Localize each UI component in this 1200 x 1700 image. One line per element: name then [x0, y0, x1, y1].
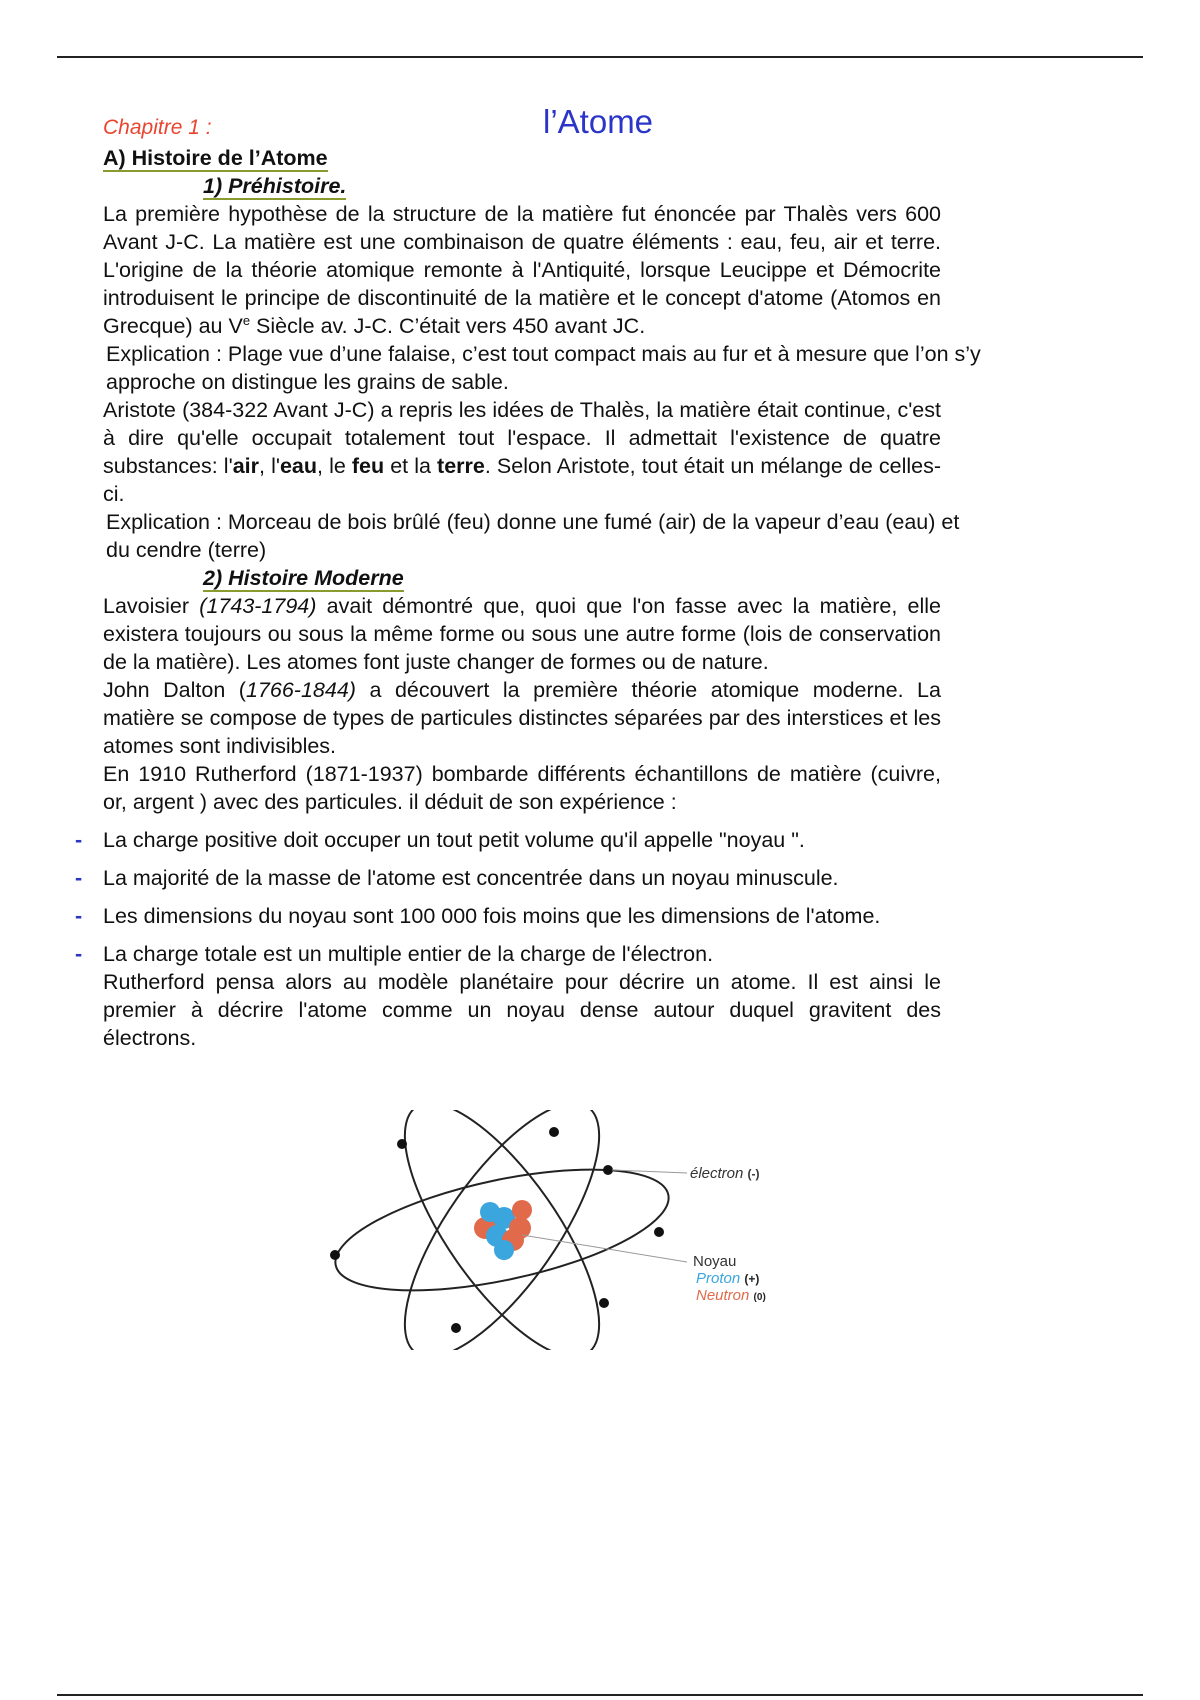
nucleus	[474, 1200, 532, 1260]
paragraph-dalton	[103, 676, 941, 760]
electron-dot	[397, 1139, 407, 1149]
neutron-ball	[512, 1200, 532, 1220]
bold-feu: feu	[351, 454, 385, 478]
proton-charge: (+)	[744, 1272, 760, 1286]
section-a-heading	[103, 144, 983, 172]
paragraph-aristote	[103, 396, 941, 508]
subsection-prehistoire	[203, 172, 983, 200]
electron-dot	[549, 1127, 559, 1137]
electron-dot	[599, 1298, 609, 1308]
bold-terre: terre	[437, 454, 485, 478]
proton-ball	[480, 1202, 500, 1222]
electron-dot	[330, 1250, 340, 1260]
list-item	[75, 940, 983, 968]
proton-label-text: Proton	[696, 1270, 741, 1287]
lavoisier-dates: (1743-1794)	[199, 594, 317, 618]
electron-dot	[451, 1323, 461, 1333]
list-item-text: La charge positive doit occuper un tout petit volume qu'il appelle "noyau ".	[103, 828, 805, 852]
electron-charge: (-)	[747, 1167, 760, 1181]
aristote-text-c: , l'	[259, 454, 280, 478]
neutron-charge: (0)	[753, 1292, 766, 1303]
neutron-label-text: Neutron	[696, 1287, 750, 1304]
lavoisier-text-a: Lavoisier	[103, 594, 200, 618]
atom-diagram	[322, 1110, 792, 1350]
section-a-text: A) Histoire de l’Atome	[103, 146, 328, 170]
top-rule	[57, 56, 1143, 58]
aristote-text-a: Aristote (384-322 Avant J-C) a repris les idées de Thalès, la matière était continue, c'est à dire qu'elle occupait totalement tout l'espace. Il admettait l'existence de quatre substances: l'	[103, 398, 941, 478]
dash-marker: -	[75, 828, 83, 852]
bold-eau: eau	[279, 454, 318, 478]
rutherford-conclusions-list	[75, 826, 983, 968]
proton-ball	[494, 1240, 514, 1260]
dash-marker: -	[75, 866, 83, 890]
dash-marker: -	[75, 942, 83, 966]
chapter-label: Chapitre 1 :	[103, 116, 212, 139]
subsection-histoire-moderne-text: 2) Histoire Moderne	[203, 566, 404, 590]
dalton-text-b: a découvert la première théorie atomique moderne. La matière se compose de types de particules distinctes séparées par des interstices et les atomes sont indivisibles.	[103, 678, 941, 758]
list-item-text: La majorité de la masse de l'atome est concentrée dans un noyau minuscule.	[103, 866, 839, 890]
aristote-text-f: . Selon Aristote, tout était un mélange de celles-ci.	[103, 454, 942, 506]
list-item-text: Les dimensions du noyau sont 100 000 fois moins que les dimensions de l'atome.	[103, 904, 881, 928]
bottom-rule	[57, 1694, 1143, 1696]
bold-air: air	[232, 454, 260, 478]
paragraph-lavoisier	[103, 592, 941, 676]
paragraph-thales-end: Siècle av. J-C. C’était vers 450 avant JC.	[250, 314, 646, 338]
subsection-histoire-moderne	[203, 564, 983, 592]
noyau-label: Noyau	[693, 1253, 737, 1270]
heading-row	[103, 104, 983, 140]
paragraph-thales	[103, 200, 941, 340]
aristote-text-d: , le	[317, 454, 352, 478]
electron-label	[690, 1165, 760, 1183]
aristote-text-e: et la	[384, 454, 438, 478]
atom-diagram-svg	[322, 1110, 792, 1350]
paragraph-modele-planetaire: Rutherford pensa alors au modèle planétaire pour décrire un atome. Il est ainsi le premier à décrire l'atome comme un noyau dense autour duquel gravitent des électrons.	[103, 970, 941, 1050]
page-title: l’Atome	[543, 103, 654, 140]
electron-dot	[603, 1165, 613, 1175]
paragraph-explication-2: Explication : Morceau de bois brûlé (feu) donne une fumé (air) de la vapeur d’eau (eau) et du cendre (terre)	[106, 510, 960, 562]
proton-label	[696, 1270, 759, 1288]
subsection-prehistoire-text: 1) Préhistoire.	[203, 174, 347, 198]
paragraph-explication-1: Explication : Plage vue d’une falaise, c’est tout compact mais au fur et à mesure que l’on s’y approche on distingue les grains de sable.	[106, 342, 981, 394]
paragraph-rutherford: En 1910 Rutherford (1871-1937) bombarde différents échantillons de matière (cuivre, or, argent ) avec des particules. il déduit de son expérience :	[103, 762, 941, 814]
list-item	[75, 902, 983, 930]
list-item	[75, 826, 983, 854]
nucleus-pointer	[522, 1235, 687, 1262]
list-item	[75, 864, 983, 892]
electron-label-text: électron	[690, 1165, 744, 1182]
list-item-text: La charge totale est un multiple entier de la charge de l'électron.	[103, 942, 714, 966]
dalton-text-a: John Dalton (	[103, 678, 246, 702]
lavoisier-text-b: avait démontré que, quoi que l'on fasse avec la matière, elle existera toujours ou sous la même forme ou sous une autre forme (lois de conservation de la matière). Les atomes font juste changer de formes ou de nature.	[103, 594, 942, 674]
siecle-superscript: e	[242, 312, 251, 328]
dash-marker: -	[75, 904, 83, 928]
page-content	[75, 103, 983, 1052]
neutron-label	[696, 1287, 766, 1306]
paragraph-thales-text: La première hypothèse de la structure de la matière fut énoncée par Thalès vers 600 Avant J-C. La matière est une combinaison de quatre éléments : eau, feu, air et terre. L'origine de la théorie atomique remonte à l'Antiquité, lorsque Leucippe et Démocrite introduisent le principe de discontinuité de la matière et le concept d'atome (Atomos en Grecque) au V	[103, 202, 941, 338]
electron-dot	[654, 1227, 664, 1237]
dalton-dates: 1766-1844)	[245, 678, 356, 702]
